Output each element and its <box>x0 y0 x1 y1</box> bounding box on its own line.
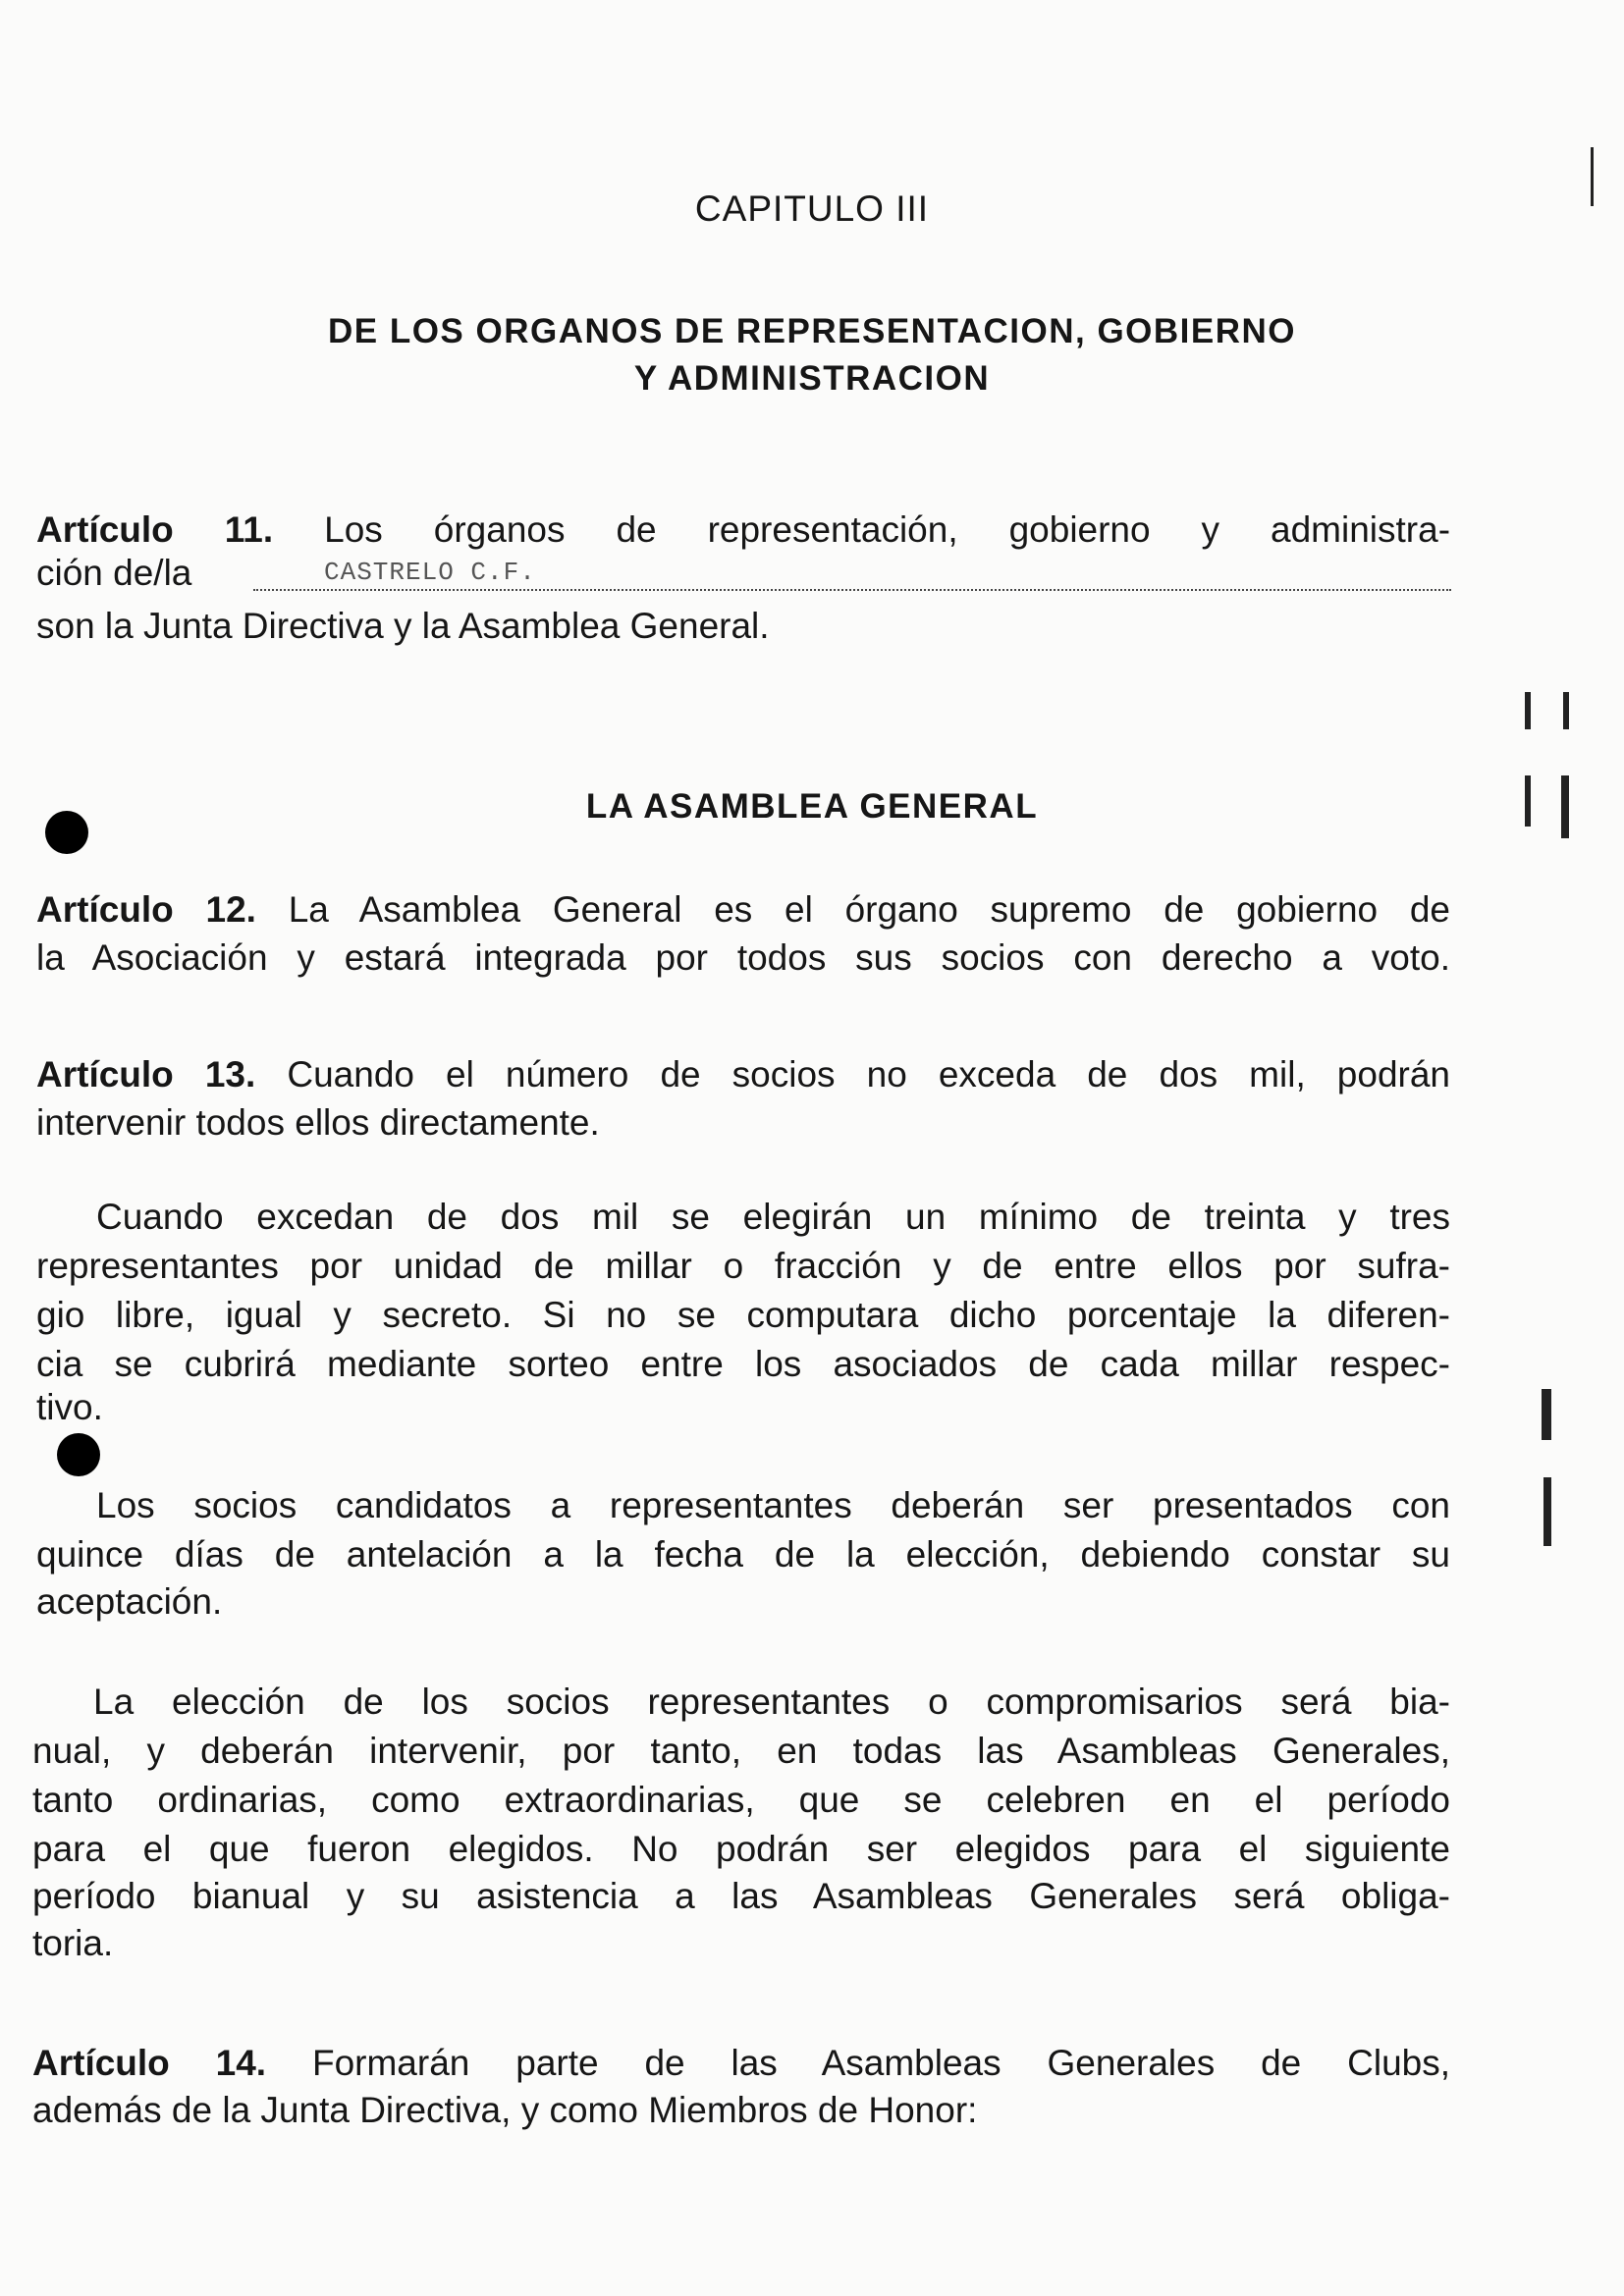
p1-line-3: gio libre, igual y secreto. Si no se computara dicho porcentaje la diferen- <box>36 1295 1450 1335</box>
p3-line-1: La elección de los socios representantes o compromisarios será bia- <box>93 1682 1450 1722</box>
margin-mark <box>1591 147 1594 206</box>
margin-mark <box>1542 1389 1551 1440</box>
art13-line-2: intervenir todos ellos directamente. <box>36 1102 600 1143</box>
p1-line-5: tivo. <box>36 1387 103 1427</box>
margin-mark <box>1561 775 1569 838</box>
p3-line-2: nual, y deberán intervenir, por tanto, en todas las Asambleas Generales, <box>32 1731 1450 1771</box>
art13-line-1 <box>36 1053 1450 1096</box>
p3-line-3: tanto ordinarias, como extraordinarias, que se celebren en el período <box>32 1780 1450 1820</box>
margin-mark <box>1525 775 1531 827</box>
p2-line-3: aceptación. <box>36 1581 223 1622</box>
p1-line-1: Cuando excedan de dos mil se elegirán un mínimo de treinta y tres <box>96 1197 1450 1237</box>
p3-line-5: período bianual y su asistencia a las Asambleas Generales será obliga- <box>32 1876 1450 1916</box>
section-title: LA ASAMBLEA GENERAL <box>585 787 1039 826</box>
art13-label: Artículo 13. <box>36 1054 256 1095</box>
art14-label: Artículo 14. <box>32 2043 267 2083</box>
p3-line-6: toria. <box>32 1923 114 1963</box>
chapter-title: CAPITULO III <box>694 188 930 229</box>
heading-line-1: DE LOS ORGANOS DE REPRESENTACION, GOBIERNO <box>327 312 1297 350</box>
art13-text: Cuando el número de socios no exceda de dos mil, podrán <box>287 1054 1451 1095</box>
art14-line-2: además de la Junta Directiva, y como Miembros de Honor: <box>32 2090 978 2130</box>
art11-line-2: ción de/la <box>36 553 192 593</box>
art12-line-1 <box>36 888 1450 932</box>
art12-line-2: la Asociación y estará integrada por todos sus socios con derecho a voto. <box>36 937 1450 978</box>
heading-line-2: Y ADMINISTRACION <box>633 359 991 398</box>
art14-text: Formarán parte de las Asambleas Generales de Clubs, <box>311 2043 1451 2083</box>
art14-line-1 <box>32 2042 1450 2085</box>
p3-line-4: para el que fueron elegidos. No podrán ser elegidos para el siguiente <box>32 1829 1450 1869</box>
margin-mark <box>1543 1477 1551 1546</box>
p1-line-2: representantes por unidad de millar o fracción y de entre ellos por sufra- <box>36 1246 1450 1286</box>
p2-line-1: Los socios candidatos a representantes deberán ser presentados con <box>96 1485 1450 1525</box>
typed-club-name: CASTRELO C.F. <box>324 558 536 587</box>
punch-hole-mark <box>57 1433 100 1476</box>
art11-line-3: son la Junta Directiva y la Asamblea General. <box>36 606 770 646</box>
p1-line-4: cia se cubrirá mediante sorteo entre los asociados de cada millar respec- <box>36 1344 1450 1384</box>
margin-mark <box>1563 692 1569 729</box>
art11-line-1 <box>36 508 1450 552</box>
art11-label: Artículo 11. <box>36 509 274 550</box>
art12-label: Artículo 12. <box>36 889 256 930</box>
p2-line-2: quince días de antelación a la fecha de la elección, debiendo constar su <box>36 1534 1450 1575</box>
art12-text: La Asamblea General es el órgano supremo de gobierno de <box>288 889 1451 930</box>
punch-hole-mark <box>45 811 88 854</box>
margin-mark <box>1525 692 1531 729</box>
art11-text: Los órganos de representación, gobierno y administra- <box>324 509 1451 550</box>
